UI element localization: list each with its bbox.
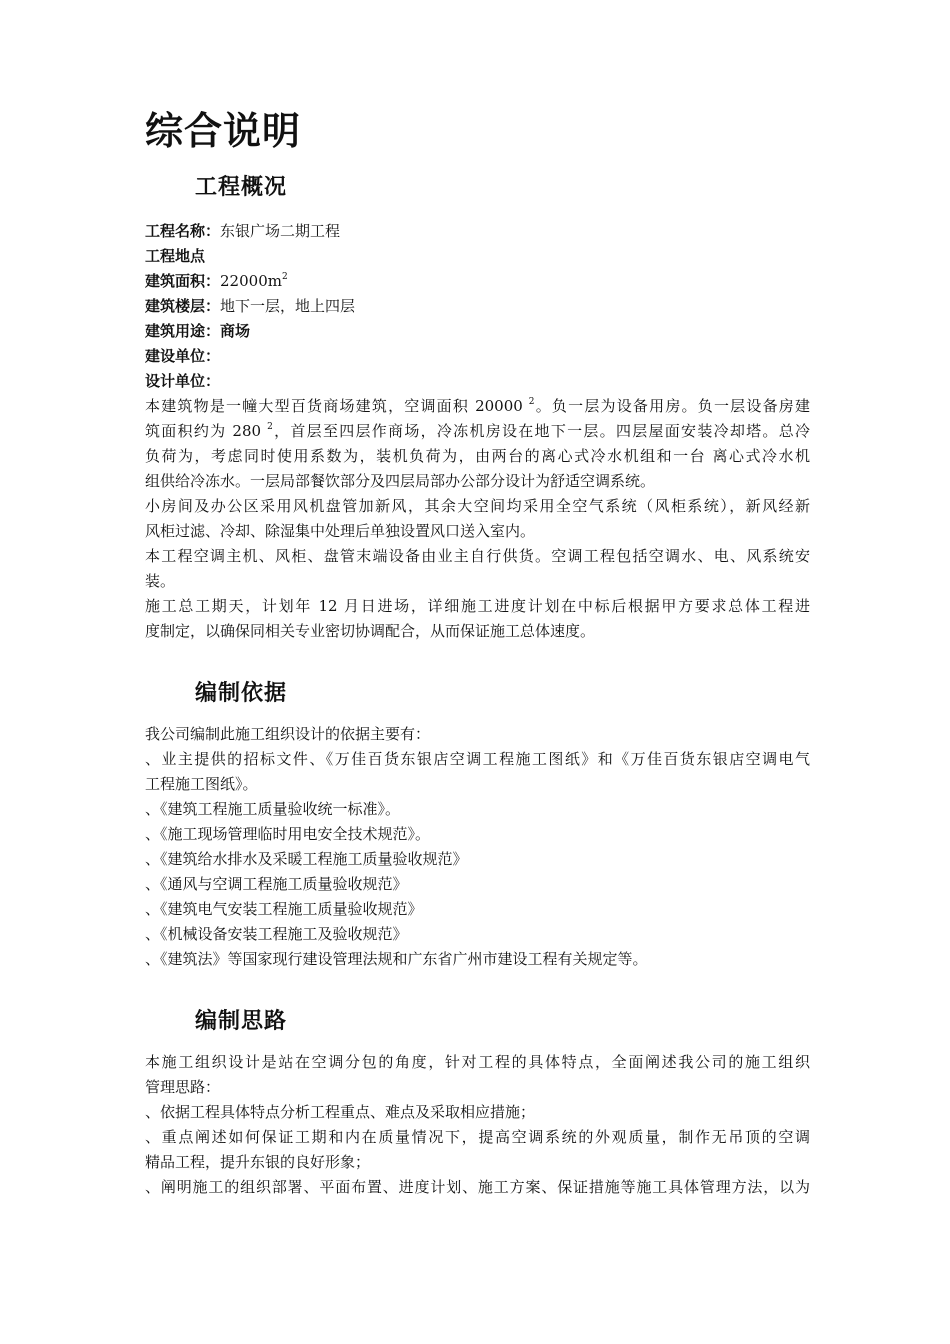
field-value: 22000m bbox=[220, 272, 282, 290]
field-value: 地下一层，地上四层 bbox=[220, 297, 356, 315]
list-item: 、《建筑法》等国家现行建设管理法规和广东省广州市建设工程有关规定等。 bbox=[145, 950, 648, 968]
paragraph-line: 装。 bbox=[145, 572, 176, 590]
field-building-use bbox=[145, 319, 810, 344]
field-client-unit bbox=[145, 344, 810, 369]
superscript: 2 bbox=[528, 397, 535, 407]
field-building-floors bbox=[145, 294, 810, 319]
list-item: 、《建筑工程施工质量验收统一标准》。 bbox=[145, 800, 401, 818]
paragraph-line: 本工程空调主机、风柜、盘管末端设备由业主自行供货。空调工程包括空调水、电、风系统安 bbox=[145, 547, 810, 565]
paragraph-line: 组供给冷冻水。一层局部餐饮部分及四层局部办公部分设计为舒适空调系统。 bbox=[145, 472, 656, 490]
section-heading-approach: 编制思路 bbox=[195, 1009, 288, 1034]
paragraph-line: 风柜过滤、冷却、除湿集中处理后单独设置风口送入室内。 bbox=[145, 522, 536, 540]
text-run: 本建筑物是一幢大型百货商场建筑，空调面积 20000 bbox=[145, 397, 529, 415]
field-label: 建设单位： bbox=[145, 347, 221, 365]
field-label: 设计单位： bbox=[145, 372, 221, 390]
list-item: 、《机械设备安装工程施工及验收规范》 bbox=[145, 925, 408, 943]
field-label: 建筑楼层： bbox=[145, 297, 221, 315]
list-item-line: 、重点阐述如何保证工期和内在质量情况下，提高空调系统的外观质量，制作无吊顶的空调 bbox=[145, 1128, 810, 1146]
paragraph-line: 度制定，以确保同相关专业密切协调配合，从而保证施工总体速度。 bbox=[145, 622, 596, 640]
overview-paragraph-1 bbox=[145, 394, 810, 644]
list-item: 、依据工程具体特点分析工程重点、难点及采取相应措施； bbox=[145, 1103, 536, 1121]
list-item: 、《施工现场管理临时用电安全技术规范》。 bbox=[145, 825, 431, 843]
basis-list bbox=[145, 722, 810, 972]
paragraph-line: 负荷为，考虑同时使用系数为，装机负荷为，由两台的离心式冷水机组和一台 离心式冷水机 bbox=[145, 447, 810, 465]
list-item-line: 精品工程，提升东银的良好形象； bbox=[145, 1153, 371, 1171]
field-project-name bbox=[145, 219, 810, 244]
field-label: 建筑面积： bbox=[145, 272, 221, 290]
section-heading-overview: 工程概况 bbox=[195, 175, 288, 200]
list-item: 、《建筑给水排水及采暖工程施工质量验收规范》 bbox=[145, 850, 468, 868]
field-design-unit bbox=[145, 369, 810, 394]
superscript: 2 bbox=[281, 272, 288, 282]
list-item-line: 、阐明施工的组织部署、平面布置、进度计划、施工方案、保证措施等施工具体管理方法，以为 bbox=[145, 1178, 810, 1196]
paragraph-line: 我公司编制此施工组织设计的依据主要有： bbox=[145, 725, 431, 743]
field-building-area bbox=[145, 269, 810, 294]
list-item: 、《通风与空调工程施工质量验收规范》 bbox=[145, 875, 408, 893]
paragraph-line: 施工总工期天，计划年 12 月日进场，详细施工进度计划在中标后根据甲方要求总体工程进 bbox=[145, 597, 810, 615]
superscript: 2 bbox=[267, 422, 273, 432]
page-title: 综合说明 bbox=[145, 109, 302, 153]
overview-fields bbox=[145, 219, 810, 394]
text-run: 筑面积约为 280 bbox=[145, 422, 268, 440]
approach-list bbox=[145, 1050, 810, 1200]
paragraph-line: 本施工组织设计是站在空调分包的角度，针对工程的具体特点，全面阐述我公司的施工组织 bbox=[145, 1053, 810, 1071]
section-heading-basis: 编制依据 bbox=[195, 681, 288, 706]
field-value: 商场 bbox=[220, 322, 251, 340]
paragraph-line: 小房间及办公区采用风机盘管加新风，其余大空间均采用全空气系统（风柜系统），新风经新 bbox=[145, 497, 810, 515]
text-run: 。负一层为设备用房。负一层设备房建 bbox=[534, 397, 810, 415]
paragraph-line bbox=[145, 419, 810, 444]
field-project-location bbox=[145, 244, 810, 269]
list-item-line: 、业主提供的招标文件、《万佳百货东银店空调工程施工图纸》和《万佳百货东银店空调电气 bbox=[145, 750, 810, 768]
field-label: 工程名称： bbox=[145, 222, 221, 240]
field-value: 东银广场二期工程 bbox=[220, 222, 341, 240]
paragraph-line bbox=[145, 394, 810, 419]
text-run: ，首层至四层作商场，冷冻机房设在地下一层。四层屋面安装冷却塔。总冷 bbox=[272, 422, 810, 440]
field-label: 工程地点 bbox=[145, 247, 206, 265]
paragraph-line: 管理思路： bbox=[145, 1078, 221, 1096]
field-label: 建筑用途： bbox=[145, 322, 221, 340]
list-item: 、《建筑电气安装工程施工质量验收规范》 bbox=[145, 900, 423, 918]
list-item-line: 工程施工图纸》。 bbox=[145, 775, 258, 793]
